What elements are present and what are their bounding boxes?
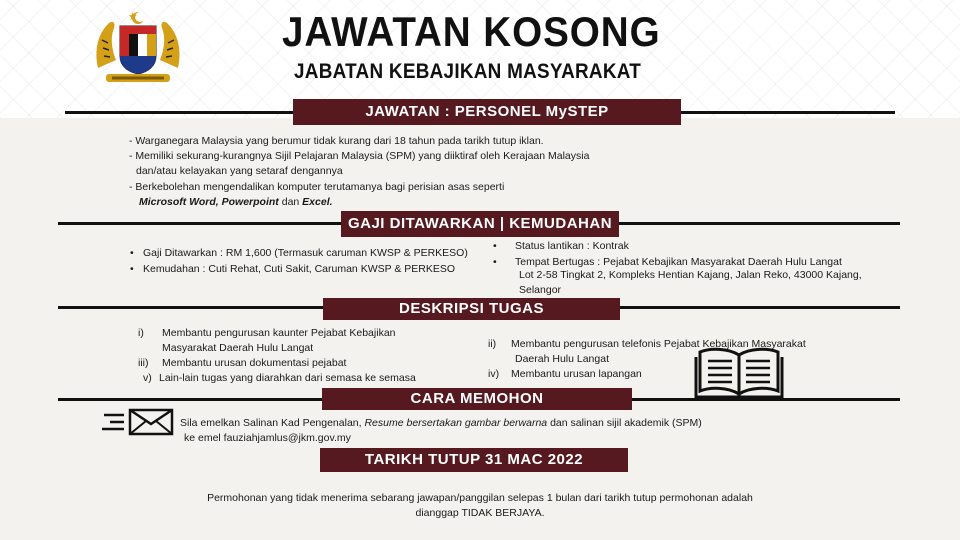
software-list: Microsoft Word, Powerpoint [139, 196, 279, 208]
apply-text: Sila emelkan Salinan Kad Pengenalan, [180, 417, 365, 429]
malaysia-coat-of-arms-icon [92, 10, 184, 86]
apply-resume-text: Resume bersertakan gambar berwarna [364, 417, 548, 429]
duty-number: v) [143, 372, 152, 384]
duty-text: Lain-lain tugas yang diarahkan dari semasa ke semasa [159, 372, 416, 384]
duty-text: Masyarakat Daerah Hulu Langat [162, 342, 314, 354]
work-location: Tempat Bertugas : Pejabat Kebajikan Masyarakat Daerah Hulu Langat [515, 256, 842, 268]
duty-number: i) [138, 327, 144, 339]
envelope-icon [102, 408, 174, 436]
deadline-banner: TARIKH TUTUP 31 MAC 2022 [320, 448, 628, 472]
duties-heading: DESKRIPSI TUGAS [323, 298, 620, 320]
bullet-icon: • [130, 247, 134, 259]
duty-text: Daerah Hulu Langat [515, 353, 609, 365]
apply-text-end: dan salinan sijil akademik (SPM) [547, 417, 702, 429]
software-requirement [139, 195, 333, 210]
page-title: JAWATAN KOSONG [282, 8, 661, 55]
duty-text: Membantu pengurusan kaunter Pejabat Kebajikan [162, 327, 396, 339]
bullet-icon: • [493, 256, 497, 268]
requirement-line: dan/atau kelayakan yang setaraf dengannya [136, 165, 343, 177]
apply-instruction [180, 416, 702, 431]
bullet-icon: • [130, 263, 134, 275]
duty-text: Membantu urusan lapangan [511, 368, 642, 380]
page-subtitle: JABATAN KEBAJIKAN MASYARAKAT [294, 60, 642, 83]
duty-number: ii) [488, 338, 497, 350]
benefits-item: Kemudahan : Cuti Rehat, Cuti Sakit, Caruman KWSP & PERKESO [143, 263, 456, 275]
duty-text: Membantu pengurusan telefonis Pejabat Kebajikan Masyarakat [511, 338, 806, 350]
apply-heading: CARA MEMOHON [322, 388, 632, 410]
software-conjunction: dan [278, 196, 303, 208]
duty-number: iv) [488, 368, 500, 380]
open-book-icon [694, 347, 784, 399]
work-address: Selangor [519, 284, 562, 296]
salary-heading: GAJI DITAWARKAN | KEMUDAHAN [341, 211, 619, 237]
requirement-line: - Warganegara Malaysia yang berumur tidak kurang dari 18 tahun pada tarikh tutup iklan. [129, 135, 544, 147]
footer-note: dianggap TIDAK BERJAYA. [415, 507, 545, 519]
duty-number: iii) [138, 357, 149, 369]
salary-item: Gaji Ditawarkan : RM 1,600 (Termasuk caruman KWSP & PERKESO) [143, 247, 468, 259]
apply-email: ke emel fauziahjamlus@jkm.gov.my [184, 432, 351, 444]
footer-note: Permohonan yang tidak menerima sebarang jawapan/panggilan selepas 1 bulan dari tarikh tutup permohonan adalah [207, 492, 753, 504]
employment-status: Status lantikan : Kontrak [515, 240, 629, 252]
bullet-icon: • [493, 240, 497, 252]
duty-text: Membantu urusan dokumentasi pejabat [162, 357, 347, 369]
work-address: Lot 2-58 Tingkat 2, Kompleks Hentian Kajang, Jalan Reko, 43000 Kajang, [519, 269, 862, 281]
position-heading: JAWATAN : PERSONEL MySTEP [293, 99, 681, 125]
requirement-line: - Berkebolehan mengendalikan komputer terutamanya bagi perisian asas seperti [129, 181, 505, 193]
software-excel: Excel. [302, 196, 333, 208]
requirement-line: - Memiliki sekurang-kurangnya Sijil Pelajaran Malaysia (SPM) yang diiktiraf oleh Kerajaan Malaysia [129, 150, 590, 162]
